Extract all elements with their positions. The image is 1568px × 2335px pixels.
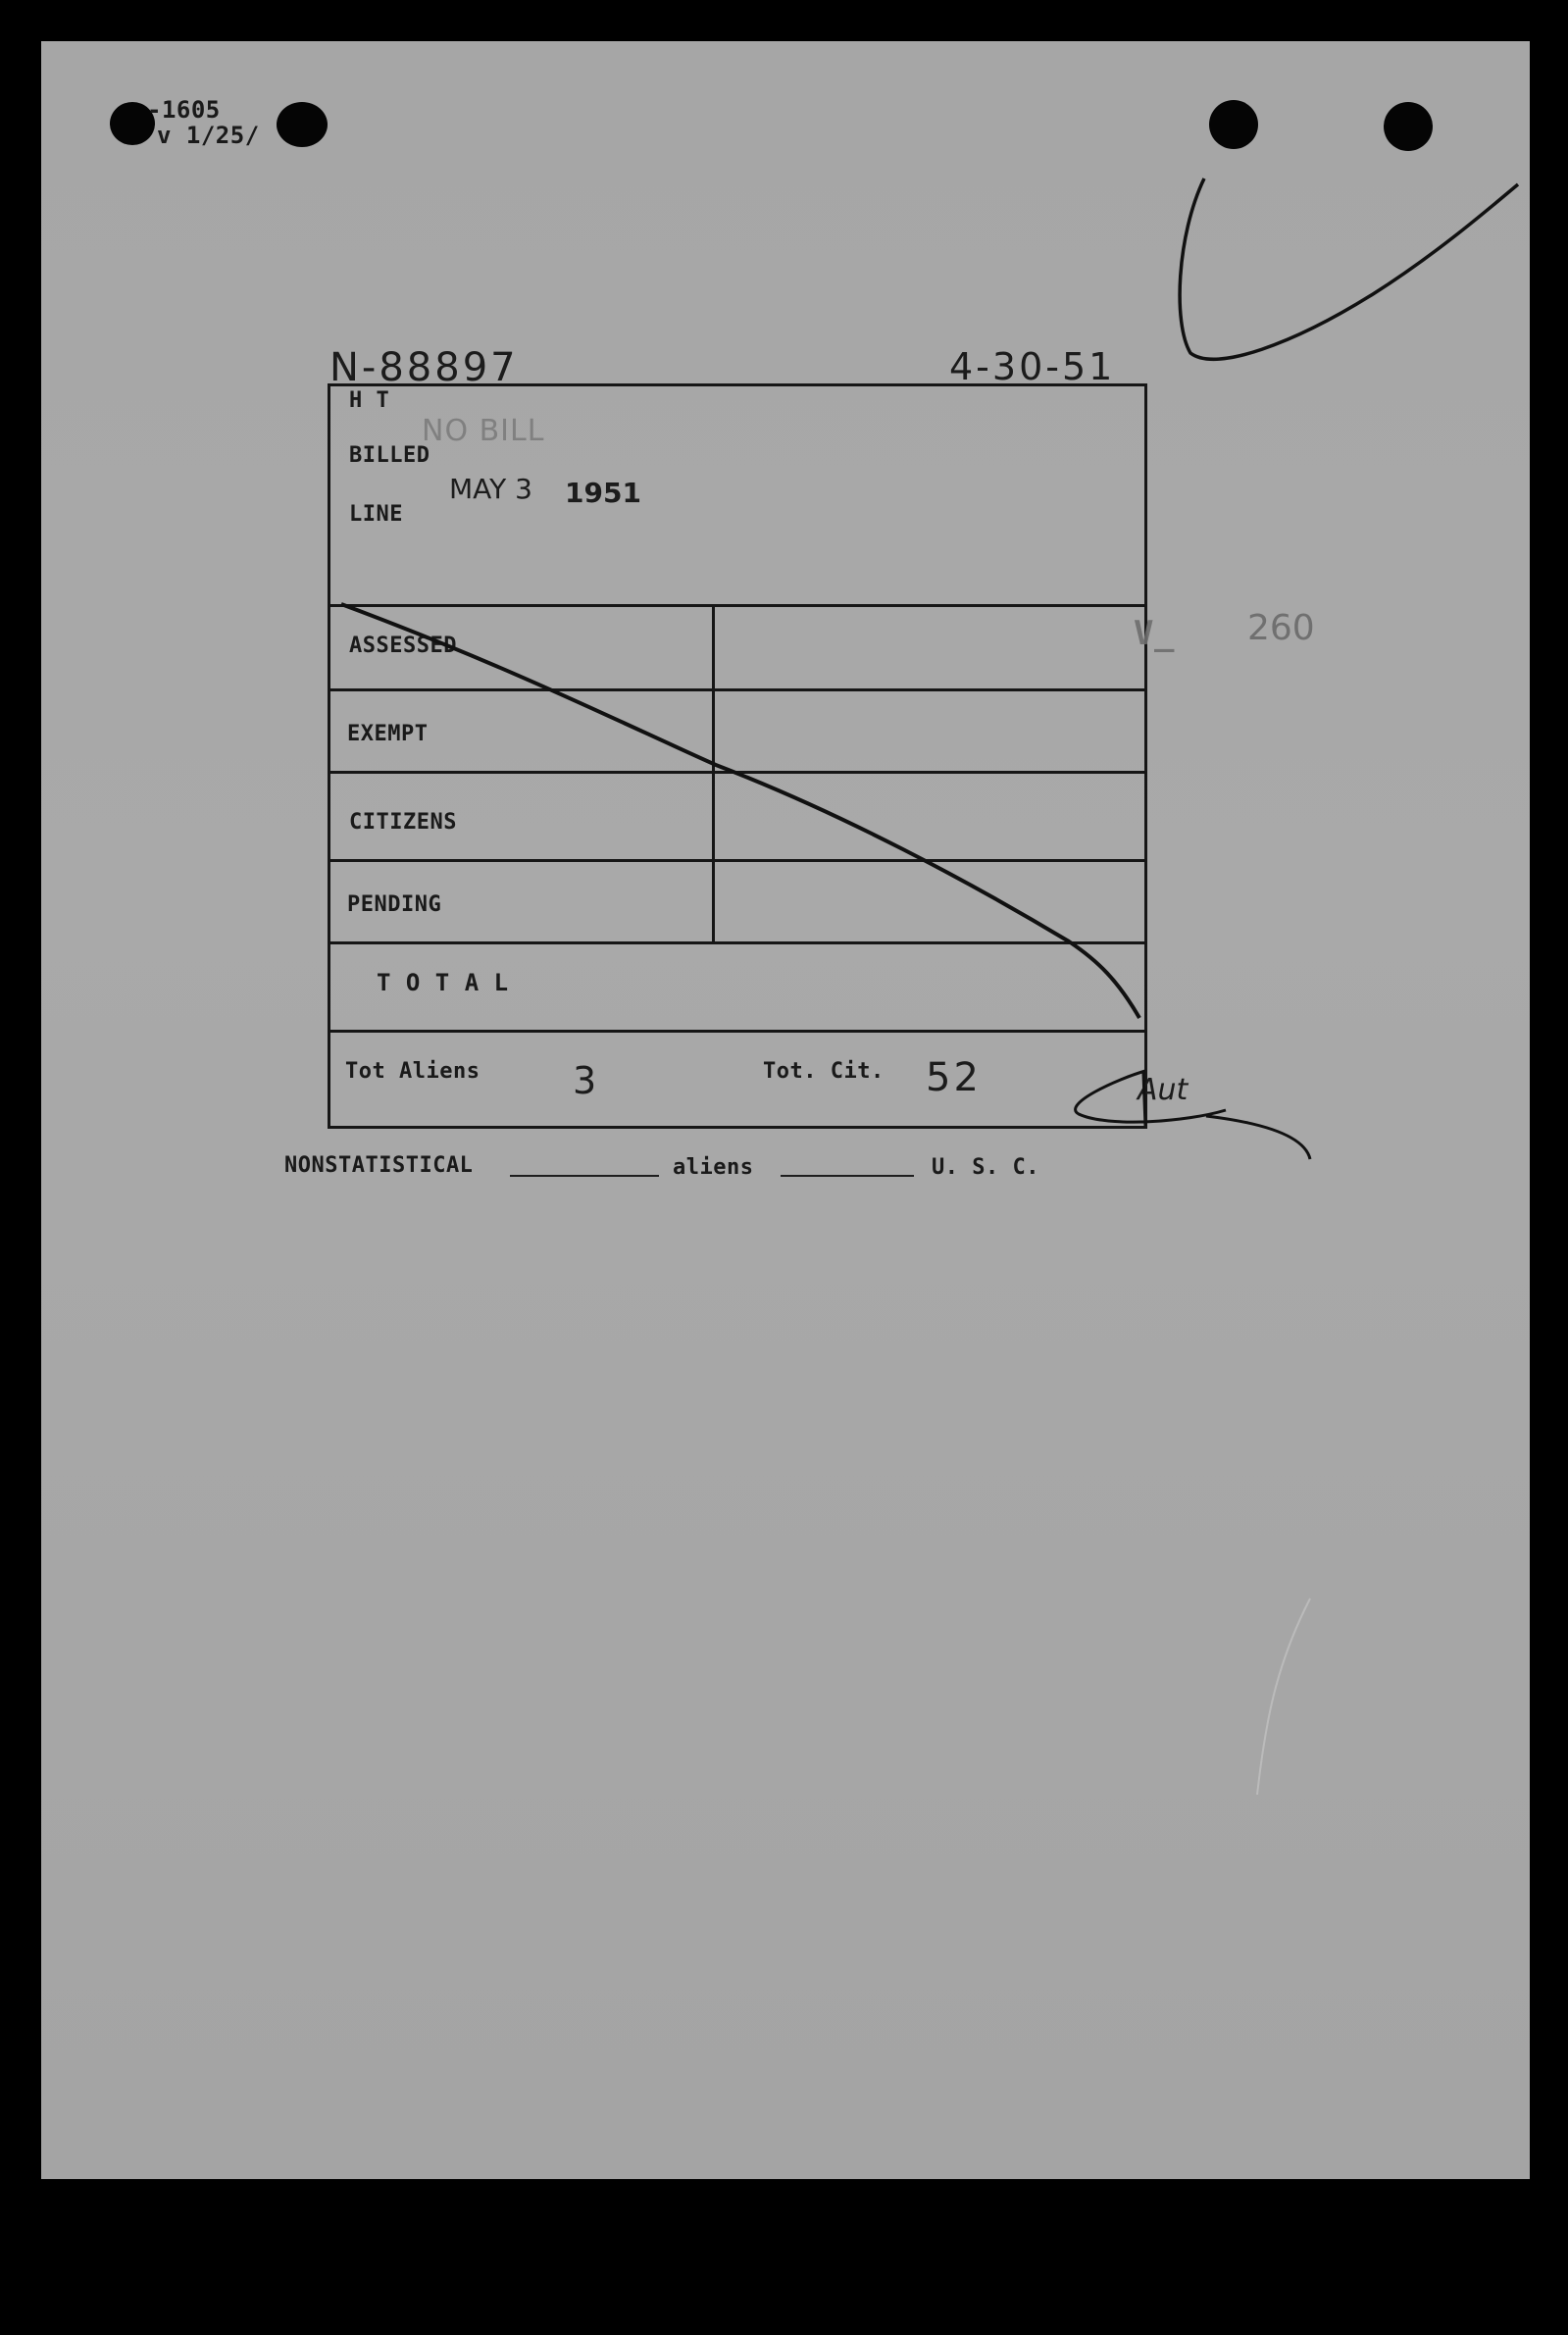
label-assessed: ASSESSED: [349, 634, 457, 658]
file-number: N-88897: [329, 345, 519, 390]
label-exempt: EXEMPT: [347, 722, 429, 746]
value-tot-cit: 52: [926, 1055, 982, 1100]
form-revision: v 1/25/: [157, 122, 260, 149]
rule-citizens: [328, 859, 1147, 862]
form-code: -1605: [147, 96, 221, 124]
label-aliens: aliens: [673, 1155, 754, 1180]
label-usc: U. S. C.: [932, 1155, 1039, 1180]
column-divider: [712, 604, 715, 943]
punch-hole-left: [277, 102, 328, 147]
rule-header-bottom: [328, 604, 1147, 607]
blank-nonstatistical: [510, 1175, 659, 1177]
label-tot-cit: Tot. Cit.: [763, 1059, 885, 1084]
date-written: 4-30-51: [949, 345, 1116, 388]
initials-signature: Aut: [1138, 1073, 1189, 1107]
rule-pending: [328, 941, 1147, 944]
punch-hole-mid: [1209, 100, 1258, 149]
rule-exempt: [328, 771, 1147, 774]
label-nonstatistical: NONSTATISTICAL: [284, 1153, 474, 1178]
label-pending: PENDING: [347, 892, 442, 917]
billed-date-year: 1951: [565, 477, 641, 509]
label-line: LINE: [349, 502, 403, 527]
blank-aliens: [781, 1175, 914, 1177]
no-bill-stamp: NO BILL: [422, 414, 545, 448]
rule-total: [328, 1030, 1147, 1033]
side-prefix: V_: [1134, 614, 1175, 653]
label-total: T O T A L: [377, 969, 509, 996]
side-number: 260: [1247, 608, 1315, 648]
label-ht: H T: [349, 388, 390, 413]
billed-date-month: MAY 3: [449, 473, 532, 505]
label-citizens: CITIZENS: [349, 810, 457, 835]
value-tot-aliens: 3: [573, 1059, 597, 1102]
label-tot-aliens: Tot Aliens: [345, 1059, 481, 1084]
punch-hole-right: [1384, 102, 1433, 151]
label-billed: BILLED: [349, 443, 430, 468]
rule-assessed: [328, 688, 1147, 691]
